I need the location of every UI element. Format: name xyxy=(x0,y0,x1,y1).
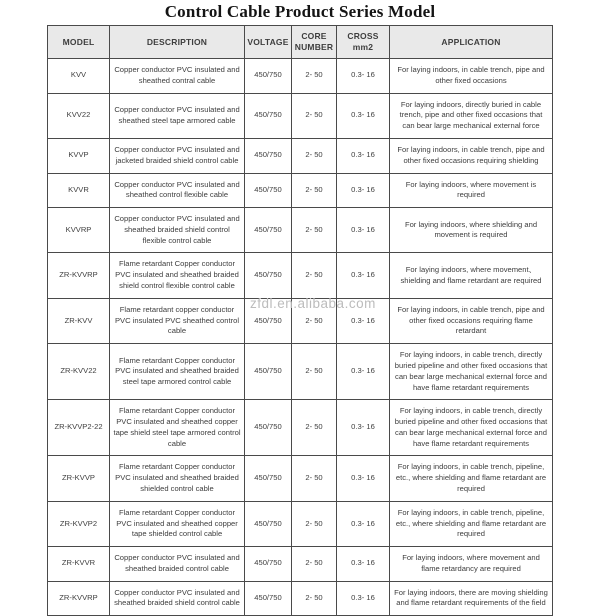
cell-application: For laying indoors, where movement、 shielding and flame retardant are required xyxy=(390,253,553,298)
column-header-application: APPLICATION xyxy=(390,26,553,59)
cell-model: ZR-KVVRP xyxy=(48,581,110,616)
cell-core_number: 2- 50 xyxy=(292,400,337,456)
cell-cross: 0.3- 16 xyxy=(337,59,390,94)
cell-cross: 0.3- 16 xyxy=(337,173,390,208)
cell-application: For laying indoors, in cable trench, pipeline, etc., where shielding and flame retardant are required xyxy=(390,456,553,501)
table-row xyxy=(48,93,553,138)
table-row xyxy=(48,59,553,94)
cell-core_number: 2- 50 xyxy=(292,253,337,298)
watermark: zfdl.en.alibaba.com xyxy=(250,296,376,311)
cell-core_number: 2- 50 xyxy=(292,59,337,94)
cell-description: Copper conductor PVC insulated and sheathed braided shield control cable xyxy=(110,581,245,616)
table-row xyxy=(48,253,553,298)
cell-description: Flame retardant Copper conductor PVC insulated and sheathed braided shielded control cable xyxy=(110,456,245,501)
cell-model: KVVR xyxy=(48,173,110,208)
cell-core_number: 2- 50 xyxy=(292,501,337,546)
cell-application: For laying indoors, in cable trench, directly buried pipeline and other fixed occasions that can bear large mechanical external force and have flame retardant requirements xyxy=(390,400,553,456)
cell-application: For laying indoors, there are moving shielding and flame retardant requirements of the field xyxy=(390,581,553,616)
cell-cross: 0.3- 16 xyxy=(337,501,390,546)
cell-cross: 0.3- 16 xyxy=(337,547,390,582)
cell-model: ZR-KVVP xyxy=(48,456,110,501)
cell-core_number: 2- 50 xyxy=(292,456,337,501)
cell-core_number: 2- 50 xyxy=(292,581,337,616)
cell-application: For laying indoors, where movement is required xyxy=(390,173,553,208)
cell-application: For laying indoors, where movement and flame retardancy are required xyxy=(390,547,553,582)
table-row xyxy=(48,208,553,253)
cell-voltage: 450/750 xyxy=(245,59,292,94)
cell-cross: 0.3- 16 xyxy=(337,93,390,138)
cell-application: For laying indoors, in cable trench, pipe and other fixed occasions requiring flame retardant xyxy=(390,298,553,343)
cell-core_number: 2- 50 xyxy=(292,93,337,138)
cell-description: Flame retardant Copper conductor PVC insulated and sheathed braided shield control flexible control cable xyxy=(110,253,245,298)
cell-voltage: 450/750 xyxy=(245,298,292,343)
cell-description: Copper conductor PVC insulated and sheathed steel tape armored cable xyxy=(110,93,245,138)
cell-description: Copper conductor PVC insulated and sheathed braided shield control flexible control cable xyxy=(110,208,245,253)
column-header-cross: CROSS mm2 xyxy=(337,26,390,59)
cell-description: Copper conductor PVC insulated and sheathed contral cable xyxy=(110,59,245,94)
cell-core_number: 2- 50 xyxy=(292,139,337,174)
cell-voltage: 450/750 xyxy=(245,547,292,582)
cell-cross: 0.3- 16 xyxy=(337,298,390,343)
cell-model: KVV xyxy=(48,59,110,94)
table-row xyxy=(48,400,553,456)
cell-voltage: 450/750 xyxy=(245,139,292,174)
table-body xyxy=(48,59,553,616)
cell-voltage: 450/750 xyxy=(245,501,292,546)
cell-core_number: 2- 50 xyxy=(292,344,337,400)
table-row xyxy=(48,456,553,501)
cell-cross: 0.3- 16 xyxy=(337,139,390,174)
cell-voltage: 450/750 xyxy=(245,400,292,456)
column-header-model: MODEL xyxy=(48,26,110,59)
product-table xyxy=(47,25,553,616)
cell-core_number: 2- 50 xyxy=(292,173,337,208)
cell-description: Flame retardant copper conductor PVC insulated PVC sheathed control cable xyxy=(110,298,245,343)
cell-description: Flame retardant Copper conductor PVC insulated and sheathed braided steel tape armored control cable xyxy=(110,344,245,400)
cell-description: Copper conductor PVC insulated and sheathed braided control cable xyxy=(110,547,245,582)
cell-description: Flame retardant Copper conductor PVC insulated and sheathed copper tape shield steel tape armored control cable xyxy=(110,400,245,456)
cell-core_number: 2- 50 xyxy=(292,547,337,582)
column-header-description: DESCRIPTION xyxy=(110,26,245,59)
column-header-core_number: CORE NUMBER xyxy=(292,26,337,59)
table-row xyxy=(48,139,553,174)
cell-model: KVVRP xyxy=(48,208,110,253)
cell-voltage: 450/750 xyxy=(245,344,292,400)
table-row xyxy=(48,298,553,343)
cell-voltage: 450/750 xyxy=(245,581,292,616)
table-row xyxy=(48,501,553,546)
cell-cross: 0.3- 16 xyxy=(337,208,390,253)
cell-model: ZR-KVVR xyxy=(48,547,110,582)
cell-core_number: 2- 50 xyxy=(292,298,337,343)
cell-model: ZR-KVVP2 xyxy=(48,501,110,546)
cell-model: KVV22 xyxy=(48,93,110,138)
cell-voltage: 450/750 xyxy=(245,173,292,208)
cell-application: For laying indoors, directly buried in cable trench, pipe and other fixed occasions that can bear large mechanical external force xyxy=(390,93,553,138)
cell-cross: 0.3- 16 xyxy=(337,456,390,501)
cell-cross: 0.3- 16 xyxy=(337,253,390,298)
cell-model: ZR-KVV xyxy=(48,298,110,343)
table-row xyxy=(48,173,553,208)
cell-voltage: 450/750 xyxy=(245,456,292,501)
column-header-voltage: VOLTAGE xyxy=(245,26,292,59)
cell-application: For laying indoors, where shielding and movement is required xyxy=(390,208,553,253)
cell-model: KVVP xyxy=(48,139,110,174)
cell-cross: 0.3- 16 xyxy=(337,344,390,400)
cell-application: For laying indoors, in cable trench, pipe and other fixed occasions xyxy=(390,59,553,94)
cell-core_number: 2- 50 xyxy=(292,208,337,253)
cell-description: Copper conductor PVC insulated and jacketed braided shield control cable xyxy=(110,139,245,174)
cell-application: For laying indoors, in cable trench, pipe and other fixed occasions requiring shielding xyxy=(390,139,553,174)
cell-voltage: 450/750 xyxy=(245,93,292,138)
table-row xyxy=(48,547,553,582)
cell-cross: 0.3- 16 xyxy=(337,400,390,456)
header-row xyxy=(48,26,553,59)
cell-application: For laying indoors, in cable trench, directly buried pipeline and other fixed occasions that can bear large mechanical external force and have flame retardant requirements xyxy=(390,344,553,400)
cell-cross: 0.3- 16 xyxy=(337,581,390,616)
table-row xyxy=(48,344,553,400)
cell-application: For laying indoors, in cable trench, pipeline, etc., where shielding and flame retardant are required xyxy=(390,501,553,546)
cell-voltage: 450/750 xyxy=(245,208,292,253)
cell-description: Copper conductor PVC insulated and sheathed control flexible cable xyxy=(110,173,245,208)
cell-voltage: 450/750 xyxy=(245,253,292,298)
cell-model: ZR-KVV22 xyxy=(48,344,110,400)
cell-model: ZR-KVVRP xyxy=(48,253,110,298)
cell-description: Flame retardant Copper conductor PVC insulated and sheathed copper tape shielded control cable xyxy=(110,501,245,546)
table-row xyxy=(48,581,553,616)
page-title: Control Cable Product Series Model xyxy=(164,2,436,21)
cell-model: ZR-KVVP2-22 xyxy=(48,400,110,456)
